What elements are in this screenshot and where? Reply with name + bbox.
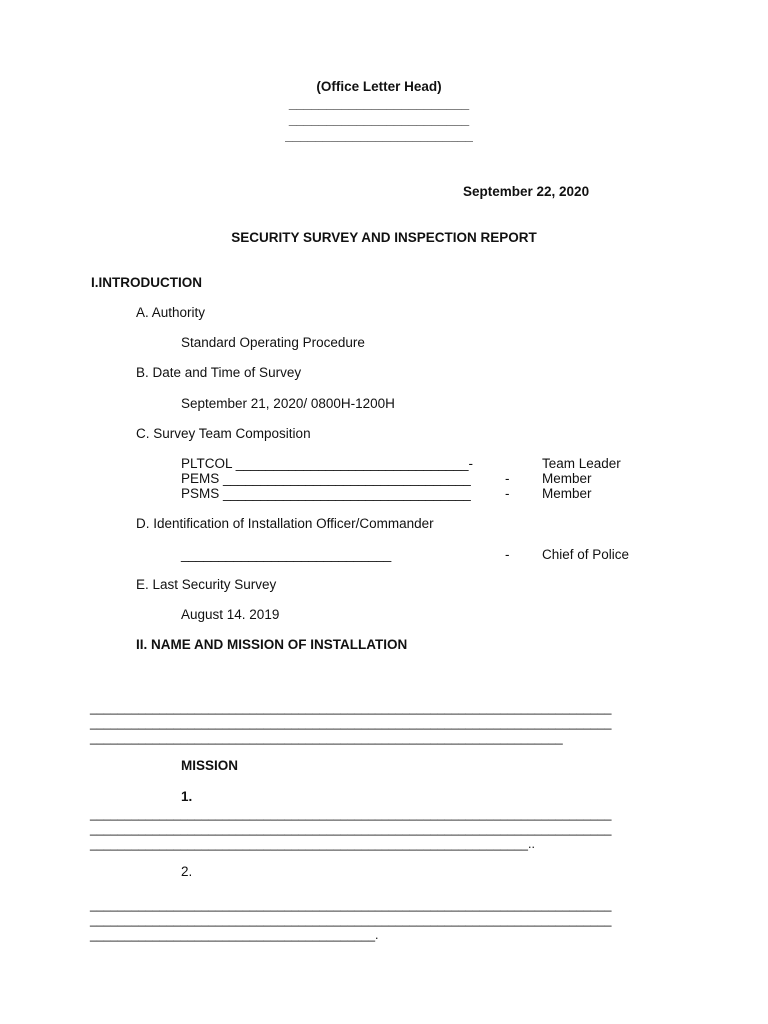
installation-officer-role: Chief of Police	[542, 547, 630, 562]
section-heading-name-mission: II. NAME AND MISSION OF INSTALLATION	[136, 637, 408, 652]
section-heading-introduction: I.INTRODUCTION	[91, 275, 202, 290]
letterhead-line: ________________________	[288, 96, 470, 111]
last-survey-label: E. Last Security Survey	[136, 577, 277, 592]
name-blank-line: ____________________________________________________________________	[90, 731, 563, 745]
mission-blank-line: ___________________________________________________________________________	[90, 822, 612, 836]
mission-blank-line: _______________________________________________________________..	[90, 837, 535, 851]
team-member-role: Member	[542, 471, 592, 486]
letterhead-title: (Office Letter Head)	[316, 79, 442, 94]
report-title: SECURITY SURVEY AND INSPECTION REPORT	[231, 230, 537, 245]
installation-officer-dash: -	[505, 547, 510, 562]
team-member-line: PSMS _________________________________	[181, 486, 471, 501]
survey-datetime-label: B. Date and Time of Survey	[136, 365, 302, 380]
team-member-role: Team Leader	[542, 456, 621, 471]
survey-datetime-value: September 21, 2020/ 0800H-1200H	[181, 396, 395, 411]
letterhead-line: _________________________	[285, 128, 473, 143]
mission-label: MISSION	[181, 758, 239, 773]
mission-blank-line: ___________________________________________________________________________	[90, 898, 612, 912]
authority-value: Standard Operating Procedure	[181, 335, 365, 350]
letterhead-line: ________________________	[288, 112, 470, 127]
name-blank-line: ___________________________________________________________________________	[90, 701, 612, 715]
installation-officer-label: D. Identification of Installation Officer/Commander	[136, 516, 434, 531]
team-member-line: PEMS _________________________________	[181, 471, 471, 486]
team-composition-label: C. Survey Team Composition	[136, 426, 311, 441]
mission-blank-line: ___________________________________________________________________________	[90, 807, 612, 821]
last-survey-value: August 14. 2019	[181, 607, 280, 622]
team-member-role: Member	[542, 486, 592, 501]
mission-blank-line: ___________________________________________________________________________	[90, 913, 612, 927]
authority-label: A. Authority	[136, 305, 206, 320]
name-blank-line: ___________________________________________________________________________	[90, 716, 612, 730]
team-member-dash: -	[505, 471, 510, 486]
installation-officer-line: ____________________________	[181, 547, 392, 562]
team-member-line: PLTCOL _______________________________-	[181, 456, 474, 471]
mission-item-number: 1.	[181, 789, 193, 804]
mission-blank-line: _________________________________________.	[90, 928, 379, 942]
mission-item-number: 2.	[181, 864, 193, 879]
document-date: September 22, 2020	[463, 184, 590, 199]
team-member-dash: -	[505, 486, 510, 501]
